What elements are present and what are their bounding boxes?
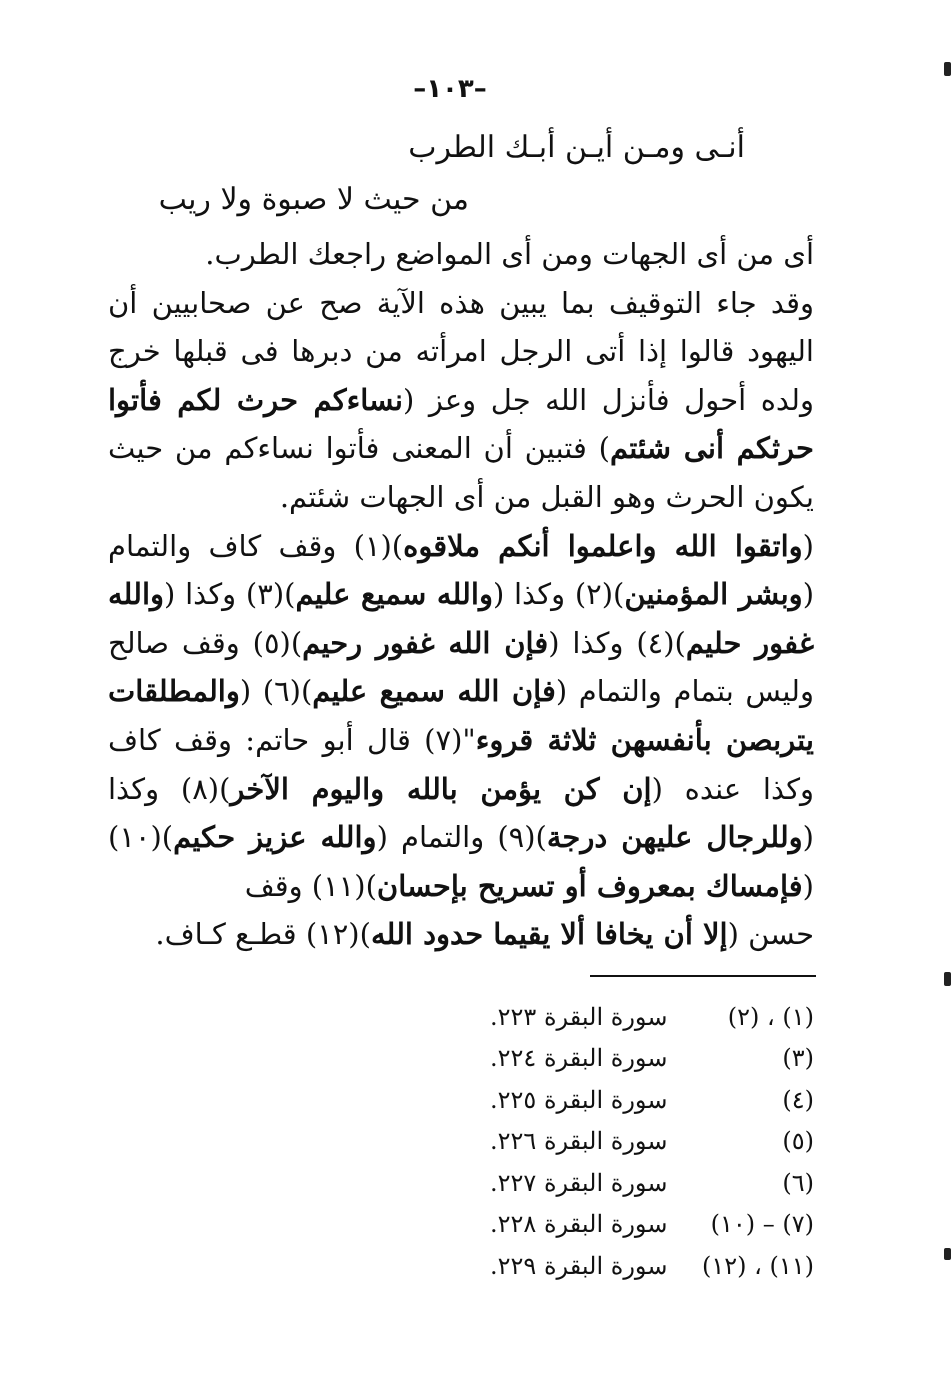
text-segment: )(٤) وكذا ( — [548, 625, 686, 660]
text-segment: )(١١) وقف — [244, 868, 377, 903]
quran-quote: فإن الله سميع عليم — [312, 674, 556, 709]
footnote-separator — [590, 975, 816, 977]
quran-quote: إن كن يؤمن بالله واليوم الآخر — [230, 771, 652, 806]
footnote-ref: (١١) ، (١٢) — [701, 1251, 814, 1280]
footnote-ref: (٦) — [782, 1168, 814, 1197]
text-segment: ( — [802, 528, 814, 563]
text-segment: )(٦) ( — [239, 674, 313, 709]
quran-quote: والله سميع عليم — [295, 577, 493, 612]
text-segment: حسن ( — [727, 917, 814, 952]
text-segment: )(١٠) ( — [108, 820, 814, 903]
footnote — [490, 996, 814, 1038]
page-number: –١٠٣– — [413, 74, 487, 104]
footnote — [490, 1162, 814, 1204]
quran-quote: وبشر المؤمنين — [624, 577, 803, 612]
footnote-ref: (١) ، (٢) — [727, 1002, 814, 1031]
text-segment: )(٥) وقف صالح وليس بتمام والتمام ( — [108, 625, 814, 709]
quran-quote: واتقوا الله واعلموا أنكم ملاقوه — [403, 528, 803, 563]
footnote-source: سورة البقرة ٢٢٤. — [490, 1044, 668, 1073]
quran-quote: نساءكم حرث لكم فأتوا حرثكم أنى شئتم — [108, 382, 814, 466]
footnote-source: سورة البقرة ٢٢٩. — [490, 1251, 668, 1280]
quran-quote: والله غفور حليم — [108, 577, 814, 660]
footnotes — [490, 996, 814, 1287]
footnote — [490, 1245, 814, 1287]
text-segment: )(٩) والتمام ( — [376, 820, 547, 855]
paragraph — [108, 230, 814, 279]
text-segment: ) فتبين أن المعنى فأتوا نساءكم من حيث يكون الحرث وهو القبل من أى الجهات شئتم. — [108, 431, 814, 514]
footnote-source: سورة البقرة ٢٢٥. — [490, 1085, 668, 1114]
quran-quote: إلا أن يخافا ألا يقيما حدود الله — [370, 917, 728, 952]
paragraph — [108, 522, 814, 911]
footnote-source: سورة البقرة ٢٢٨. — [490, 1210, 668, 1239]
text-segment: وقد جاء التوقيف بما يبين هذه الآية صح عن صحابيين أن اليهود قالوا إذا أتى الرجل امرأته من دبرها فى قبلها خرج ولده أحول فأنزل الله جل وعز ( — [108, 285, 814, 417]
text-segment: )(٣) وكذا ( — [164, 577, 296, 612]
quran-quote: فإمساك بمعروف أو تسريح بإحسان — [376, 868, 803, 903]
poem-line-1: أنـى ومـن أيـن أبـك الطرب — [408, 130, 745, 165]
text-segment: "(٧) قال أبو حاتم: وقف كاف وكذا عنده ( — [108, 722, 815, 806]
text-segment: )(٢) وكذا ( — [492, 577, 625, 612]
quran-quote: والله عزيز حكيم — [173, 820, 377, 855]
main-text — [108, 230, 814, 959]
footnote-ref: (٥) — [782, 1127, 814, 1156]
footnote — [490, 1038, 814, 1080]
quran-quote: والمطلقات يتربصن بأنفسهن ثلاثة قروء — [108, 674, 815, 757]
footnote-ref: (٣) — [782, 1044, 814, 1073]
text-segment: )(١) وقف كاف والتمام ( — [108, 528, 815, 612]
scan-edge-mark — [944, 1248, 951, 1260]
quran-quote: فإن الله غفور رحيم — [302, 625, 549, 660]
footnote-source: سورة البقرة ٢٢٦. — [490, 1127, 668, 1156]
scan-edge-mark — [944, 972, 951, 986]
quran-quote: وللرجال عليهن درجة — [546, 820, 803, 855]
text-segment: أى من أى الجهات ومن أى المواضع راجعك الطرب. — [205, 237, 814, 271]
footnote — [490, 1121, 814, 1163]
footnote-ref: (٤) — [782, 1085, 814, 1114]
footnote-ref: (٧) – (١٠) — [710, 1210, 814, 1239]
footnote-source: سورة البقرة ٢٢٣. — [490, 1002, 668, 1031]
scan-edge-mark — [944, 62, 951, 76]
paragraph — [108, 279, 814, 522]
poem-line-2: من حيث لا صبوة ولا ريب — [158, 182, 469, 217]
footnote — [490, 1079, 814, 1121]
text-segment: )(١٢) قطـع كـاف. — [155, 917, 371, 952]
text-segment: )(٨) وكذا ( — [108, 771, 814, 855]
footnote — [490, 1204, 814, 1246]
footnote-source: سورة البقرة ٢٢٧. — [490, 1168, 668, 1197]
paragraph — [108, 910, 814, 959]
